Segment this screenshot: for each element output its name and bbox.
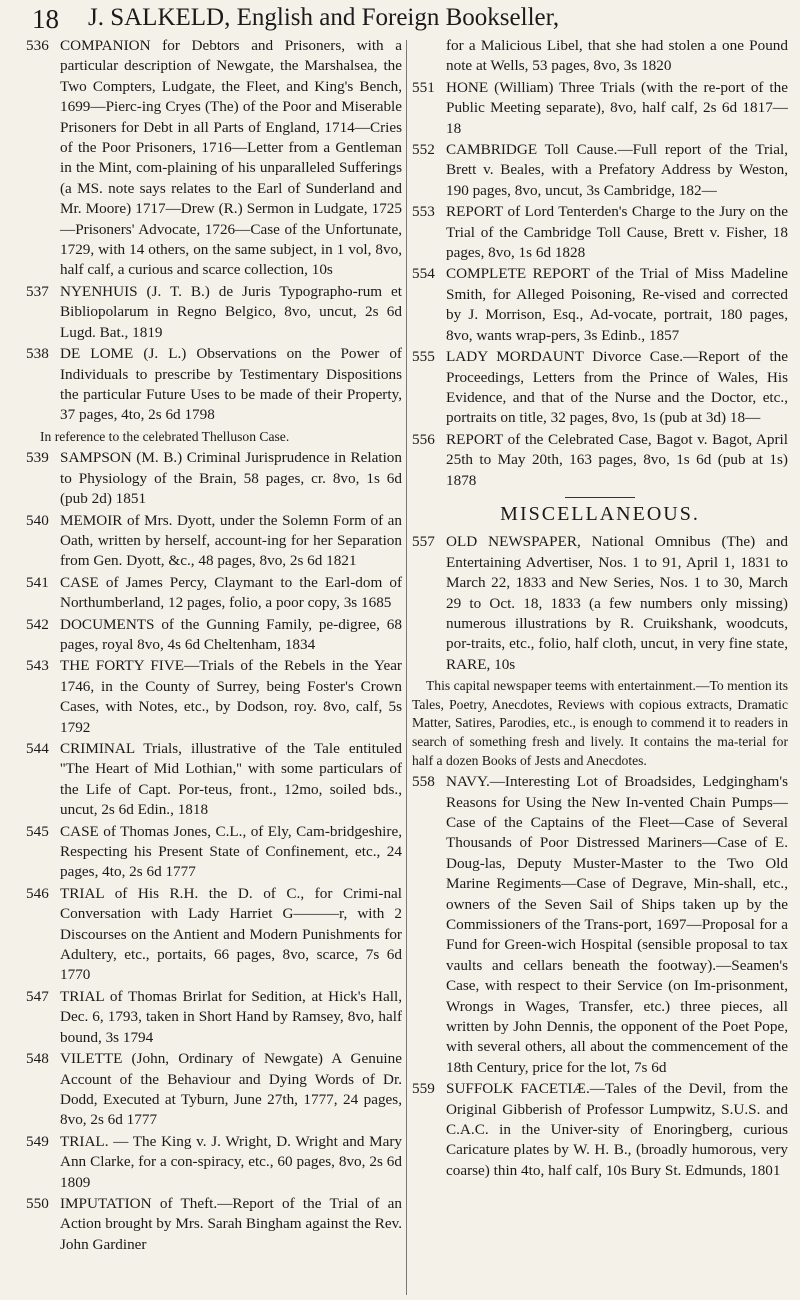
entry-number: 559 [412,1080,435,1098]
section-heading: MISCELLANEOUS. [500,502,700,525]
entry-number: 542 [26,615,49,633]
page-header [0,0,800,36]
catalog-entry [26,282,402,343]
catalog-entry [26,511,402,572]
catalog-entry [26,1132,402,1193]
entry-number: 551 [412,78,435,96]
catalog-entry [412,264,788,346]
entry-number: 552 [412,141,435,159]
catalog-entry [26,884,402,986]
entry-number: 537 [26,282,49,300]
catalog-entry [412,347,788,429]
catalog-entry [26,1049,402,1131]
catalog-entry [412,1079,788,1181]
entry-number: 543 [26,657,49,675]
entry-text: COMPLETE REPORT of the Trial of Miss Madeline Smith, for Alleged Poisoning, Re-vised and corrected by J. Morrison, Esq., Ad-vocate, portrait, 180 pages, 8vo, wants wrap-pers, 3s Edinb., 1857 [446,265,788,344]
entry-text: DE LOME (J. L.) Observations on the Power of Individuals to prescribe by Testimentary Dispositions the particular Future Uses to be made of their Property, 37 pages, 4to, 2s 6d 1798 [60,345,402,424]
entry-text: THE FORTY FIVE—Trials of the Rebels in the Year 1746, in the County of Surrey, being Foster's Crown Cases, with Notes, etc., by Dodson, roy. 8vo, calf, 5s 1792 [60,657,402,736]
entry-number: 547 [26,987,49,1005]
entry-number: 546 [26,884,49,902]
entry-text: CAMBRIDGE Toll Cause.—Full report of the Trial, Brett v. Beales, with a Prefatory Address by Weston, 190 pages, 8vo, uncut, 3s Cambridge, 182— [446,141,788,199]
entry-number: 558 [412,773,435,791]
entry-number: 536 [26,37,49,54]
running-head: J. SALKELD, English and Foreign Bookseller, [88,4,560,31]
entry-note: In reference to the celebrated Thelluson Case. [40,428,290,444]
entry-number: 550 [26,1194,49,1212]
entry-text: SUFFOLK FACETIÆ.—Tales of the Devil, from the Original Gibberish of Professor Lumpwitz, S.U.S. and C.A.C. in the Univer-sity of Enoringberg, curious Caricature plates by W. H. B., (broadly humorous, very coarse) thin 4to, half calf, 10s Bury St. Edmunds, 1801 [446,1080,788,1179]
entry-text: CASE of Thomas Jones, C.L., of Ely, Cam-bridgeshire, Respecting his Present State of Confinement, etc., 24 pages, 4to, 2s 6d 1777 [60,822,402,881]
entry-text: REPORT of the Celebrated Case, Bagot v. Bagot, April 25th to May 20th, 163 pages, 8vo, 1s 6d (pub at 1s) 1878 [446,430,788,489]
entry-note: This capital newspaper teems with entertainment.—To mention its Tales, Poetry, Anecdotes, Reviews with copious extracts, Dramatic Matter, Satires, Parodies, etc., is enough to commend it to readers in search of something fresh and lively. It contains the ma-terial for half a dozen Books of Jests and Anecdotes. [412,678,788,768]
catalog-entry [26,36,402,281]
entry-text: IMPUTATION of Theft.—Report of the Trial of an Action brought by Mrs. Sarah Bingham against the Rev. John Gardiner [60,1194,402,1253]
entry-number: 545 [26,822,49,840]
catalog-entry [412,78,788,139]
catalog-entry [26,822,402,883]
entry-number: 541 [26,573,49,591]
entry-number: 540 [26,511,49,529]
catalog-entry-continued [412,36,788,77]
entry-number: 557 [412,533,435,551]
catalog-entry [26,615,402,656]
entry-text: NYENHUIS (J. T. B.) de Juris Typographo-rum et Bibliopolarum in Regno Belgico, 8vo, uncut, 2s 6d Lugd. Bat., 1819 [60,282,402,341]
catalog-entry [26,739,402,821]
entry-text: for a Malicious Libel, that she had stolen a one Pound note at Wells, 53 pages, 8vo, 3s 1820 [446,37,788,75]
catalog-entry [26,344,402,426]
left-column [26,36,402,1256]
entry-text: COMPANION for Debtors and Prisoners, with a particular description of Newgate, the Marshalsea, the Two Compters, Ludgate, the Fleet, and King's Bench, 1699—Pierc-ing Cryes (The) of the Poor and Miserable Prisoners for Debt in all Parts of England, 1714—Cries of the Poor Prisoners, 1716—Letter from a Gentleman in the Mint, com-plaining of his unparalleled Sufferings (a MS. note says relates to the Earl of Sunderland and Mr. Moore) 1717—Drew (R.) Sermon in Ludgate, 1725—Prisoners' Advocate, 1726—Case of the Unfortunate, 1729, with 14 others, on the same subject, in 1 vol, 8vo, half calf, a curious and scarce collection, 10s [60,37,402,279]
entry-text: CASE of James Percy, Claymant to the Earl-dom of Northumberland, 12 pages, folio, a poor copy, 3s 1685 [60,573,402,612]
entry-text: NAVY.—Interesting Lot of Broadsides, Ledgingham's Reasons for Using the New In-vented Chain Pumps—Case of the Captains of the Fleet—Case of Several Thousands of Poor Distressed Mariners—Case of E. Doug-las, Deputy Muster-Master to the Two Old Marine Regiments—Case of Degrave, Min-shall, etc., owners of the Seven Sail of Ships taken up by the Commissioners of the Trans-port, 1697—Proposal for a Fund for Green-wich Hospital (sensible proposal to tax vaults and cellars beneath the footway).—Seamen's Case, with respect to their Service (on Im-prisonment, Wrongs in Wages, Transfer, etc.) three pieces, all written by John Dennis, the opponent of the Poet Pope, with several others, all about the commencement of the 18th Century, price for the lot, 7s 6d [446,773,788,1076]
entry-text: SAMPSON (M. B.) Criminal Jurisprudence in Relation to Physiology of the Brain, 58 pages, cr. 8vo, 1s 6d (pub 2d) 1851 [60,449,402,508]
entry-number: 554 [412,265,435,283]
entry-text: LADY MORDAUNT Divorce Case.—Report of the Proceedings, Letters from the Prince of Wales, His Evidence, and that of the Nurse and the Doctor, etc., portraits on title, 32 pages, 8vo, 1s (pub at 3d) 18— [446,348,788,427]
catalog-entry [412,430,788,491]
entry-number: 544 [26,740,49,757]
column-divider [406,40,407,1295]
entry-number: 549 [26,1132,49,1150]
catalog-entry [412,202,788,263]
entry-number: 538 [26,345,49,363]
catalog-entry [26,573,402,614]
catalog-entry [412,140,788,201]
entry-text: TRIAL of His R.H. the D. of C., for Crimi-nal Conversation with Lady Harriet G———r, with 2 Discourses on the Antient and Modern Punishments for Adultery, etc., portaits, 66 pages, 8vo, scarce, 7s 6d 1770 [60,884,402,984]
catalog-entry [26,1194,402,1255]
catalog-entry [26,987,402,1048]
catalog-entry [412,772,788,1078]
entry-number: 539 [26,449,49,467]
entry-text: OLD NEWSPAPER, National Omnibus (The) and Entertaining Advertiser, Nos. 1 to 91, April 1, 1831 to March 22, 1833 and New Series, Nos. 1 to 30, March 29 to Oct. 18, 1833 (a few numbers only missing) numerous illustrations by R. Cruikshank, woodcuts, por-traits, etc., folio, half cloth, uncut, in very fine state, RARE, 10s [446,533,788,673]
right-column [412,36,788,1182]
entry-text: HONE (William) Three Trials (with the re-port of the Public Meeting separate), 8vo, half calf, 2s 6d 1817—18 [446,78,788,137]
entry-text: REPORT of Lord Tenterden's Charge to the Jury on the Trial of the Cambridge Toll Cause, Brett v. Fisher, 18 pages, 8vo, 1s 6d 1828 [446,203,788,262]
entry-number: 548 [26,1050,49,1068]
entry-number: 555 [412,348,435,366]
catalog-entry [26,448,402,509]
entry-text: TRIAL. — The King v. J. Wright, D. Wright and Mary Ann Clarke, for a con-spiracy, etc., 60 pages, 8vo, 2s 6d 1809 [60,1132,402,1191]
catalog-entry [412,532,788,675]
section-rule [565,497,635,498]
entry-text: DOCUMENTS of the Gunning Family, pe-digree, 68 pages, royal 8vo, 4s 6d Cheltenham, 1834 [60,615,402,653]
entry-number: 553 [412,203,435,221]
entry-number: 556 [412,430,435,448]
catalog-entry [26,656,402,738]
entry-text: TRIAL of Thomas Brirlat for Sedition, at Hick's Hall, Dec. 6, 1793, taken in Short Hand by Ramsey, 8vo, half bound, 3s 1794 [60,987,402,1046]
entry-text: CRIMINAL Trials, illustrative of the Tale entituled ''The Heart of Mid Lothian,'' with some particulars of the Life of Capt. Por-teus, front., 12mo, soiled bds., uncut, 2s 6d Edin., 1818 [60,740,402,819]
entry-text: MEMOIR of Mrs. Dyott, under the Solemn Form of an Oath, written by herself, account-ing for her Separation from Gen. Dyott, &c., 48 pages, 8vo, 2s 6d 1821 [60,511,402,570]
entry-text: VILETTE (John, Ordinary of Newgate) A Genuine Account of the Behaviour and Dying Words of Dr. Dodd, Executed at Tyburn, June 27th, 1777, 24 pages, 8vo, 2s 6d 1777 [60,1050,402,1129]
page-number: 18 [32,4,59,34]
